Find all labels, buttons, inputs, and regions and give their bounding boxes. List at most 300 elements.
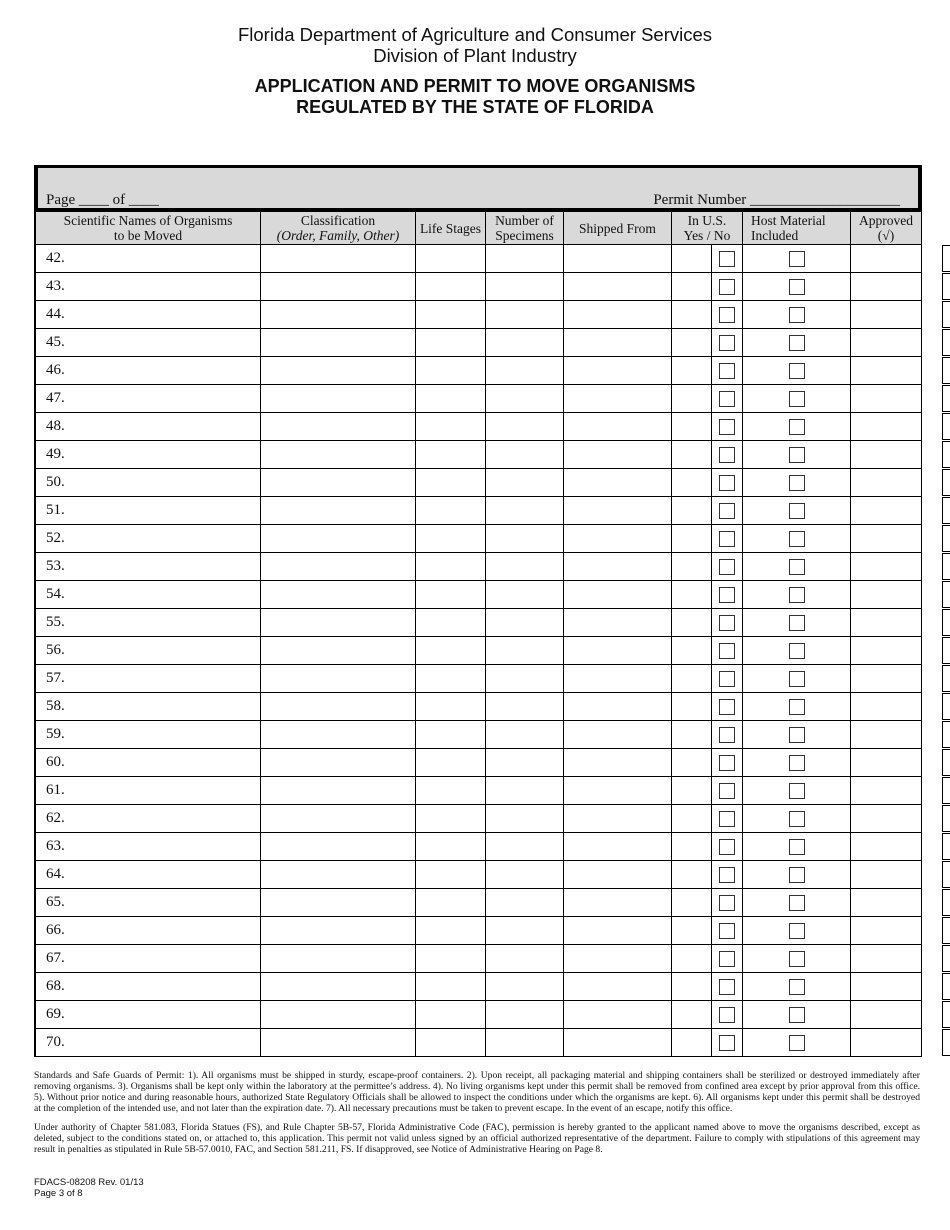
in-us-no-cell (743, 637, 851, 665)
specimens-cell[interactable] (564, 805, 672, 833)
scientific-name-cell[interactable] (261, 889, 416, 917)
scientific-name-cell[interactable] (261, 721, 416, 749)
scientific-name-cell[interactable] (261, 973, 416, 1001)
scientific-name-cell[interactable] (261, 833, 416, 861)
in-us-no-checkbox[interactable] (789, 475, 805, 491)
in-us-no-cell (743, 385, 851, 413)
table-row (36, 805, 922, 833)
in-us-no-checkbox[interactable] (789, 419, 805, 435)
row-number: 65. (36, 889, 261, 917)
specimens-cell[interactable] (564, 245, 672, 273)
in-us-yes-checkbox[interactable] (719, 251, 735, 267)
life-stages-cell[interactable] (486, 749, 564, 777)
specimens-cell[interactable] (564, 581, 672, 609)
classification-cell[interactable] (416, 469, 486, 497)
specimens-cell[interactable] (564, 637, 672, 665)
approved-checkbox[interactable] (942, 441, 950, 468)
approved-checkbox[interactable] (942, 693, 950, 720)
host-material-cell[interactable] (851, 553, 922, 581)
organism-table-frame (34, 165, 922, 1057)
classification-cell[interactable] (416, 385, 486, 413)
in-us-no-checkbox[interactable] (789, 1007, 805, 1023)
in-us-no-checkbox[interactable] (789, 867, 805, 883)
life-stages-cell[interactable] (486, 721, 564, 749)
approved-checkbox[interactable] (942, 245, 950, 272)
in-us-yes-checkbox[interactable] (719, 839, 735, 855)
in-us-yes-checkbox[interactable] (719, 671, 735, 687)
host-material-cell[interactable] (851, 385, 922, 413)
specimens-cell[interactable] (564, 749, 672, 777)
in-us-no-checkbox[interactable] (789, 559, 805, 575)
life-stages-cell[interactable] (486, 917, 564, 945)
classification-cell[interactable] (416, 805, 486, 833)
life-stages-cell[interactable] (486, 301, 564, 329)
shipped-from-cell[interactable] (672, 917, 712, 945)
approved-checkbox[interactable] (942, 973, 950, 1000)
in-us-no-cell (743, 525, 851, 553)
in-us-no-checkbox[interactable] (789, 307, 805, 323)
in-us-yes-checkbox[interactable] (719, 1035, 735, 1051)
authority-text: Under authority of Chapter 581.083, Florida Statues (FS), and Rule Chapter 5B-57, Florida Administrative Code (FAC), permission is hereby granted to the applicant named above to move the organisms described, except as deleted, subject to the conditions stated on, or attached to, this application. This permit not valid unless signed by an official authorized representative of the department. Failure to comply with stipulations of this agreement may result in penalties as stipulated in Rule 5B-57.0010, FAC, and Section 581.211, FS. If disapproved, see Notice of Administrative Hearing on Page 8. (34, 1122, 920, 1155)
scientific-name-cell[interactable] (261, 441, 416, 469)
in-us-yes-checkbox[interactable] (719, 335, 735, 351)
in-us-no-checkbox[interactable] (789, 671, 805, 687)
classification-cell[interactable] (416, 973, 486, 1001)
host-material-cell[interactable] (851, 581, 922, 609)
in-us-yes-checkbox[interactable] (719, 951, 735, 967)
scientific-name-cell[interactable] (261, 1001, 416, 1029)
permit-number-field[interactable]: Permit Number ____________________ (653, 192, 900, 208)
in-us-no-cell (743, 609, 851, 637)
scientific-name-cell[interactable] (261, 469, 416, 497)
classification-cell[interactable] (416, 497, 486, 525)
approved-checkbox[interactable] (942, 553, 950, 580)
specimens-cell[interactable] (564, 525, 672, 553)
in-us-no-cell (743, 413, 851, 441)
shipped-from-cell[interactable] (672, 945, 712, 973)
shipped-from-cell[interactable] (672, 245, 712, 273)
host-material-cell[interactable] (851, 749, 922, 777)
classification-cell[interactable] (416, 833, 486, 861)
in-us-yes-cell (712, 973, 743, 1001)
shipped-from-cell[interactable] (672, 889, 712, 917)
classification-cell[interactable] (416, 693, 486, 721)
in-us-no-checkbox[interactable] (789, 811, 805, 827)
shipped-from-cell[interactable] (672, 385, 712, 413)
life-stages-cell[interactable] (486, 693, 564, 721)
classification-cell[interactable] (416, 1001, 486, 1029)
life-stages-cell[interactable] (486, 945, 564, 973)
in-us-no-checkbox[interactable] (789, 895, 805, 911)
shipped-from-cell[interactable] (672, 973, 712, 1001)
specimens-cell[interactable] (564, 833, 672, 861)
life-stages-cell[interactable] (486, 357, 564, 385)
in-us-yes-checkbox[interactable] (719, 363, 735, 379)
approved-checkbox[interactable] (942, 581, 950, 608)
in-us-no-checkbox[interactable] (789, 923, 805, 939)
scientific-name-cell[interactable] (261, 357, 416, 385)
life-stages-cell[interactable] (486, 609, 564, 637)
classification-cell[interactable] (416, 749, 486, 777)
classification-cell[interactable] (416, 665, 486, 693)
in-us-yes-cell (712, 385, 743, 413)
in-us-yes-checkbox[interactable] (719, 699, 735, 715)
scientific-name-cell[interactable] (261, 861, 416, 889)
life-stages-cell[interactable] (486, 833, 564, 861)
specimens-cell[interactable] (564, 553, 672, 581)
classification-cell[interactable] (416, 637, 486, 665)
table-row (36, 301, 922, 329)
page-of-field[interactable]: Page ____ of ____ (46, 192, 159, 208)
classification-cell[interactable] (416, 721, 486, 749)
page-permit-bar (35, 165, 921, 211)
life-stages-cell[interactable] (486, 245, 564, 273)
table-row (36, 357, 922, 385)
approved-checkbox[interactable] (942, 385, 950, 412)
table-row (36, 1029, 922, 1057)
approved-checkbox[interactable] (942, 637, 950, 664)
host-material-cell[interactable] (851, 833, 922, 861)
in-us-no-checkbox[interactable] (789, 615, 805, 631)
specimens-cell[interactable] (564, 721, 672, 749)
classification-cell[interactable] (416, 245, 486, 273)
scientific-name-cell[interactable] (261, 749, 416, 777)
approved-checkbox[interactable] (942, 609, 950, 636)
in-us-no-checkbox[interactable] (789, 979, 805, 995)
specimens-cell[interactable] (564, 945, 672, 973)
in-us-yes-cell (712, 665, 743, 693)
life-stages-cell[interactable] (486, 889, 564, 917)
in-us-yes-checkbox[interactable] (719, 755, 735, 771)
life-stages-cell[interactable] (486, 553, 564, 581)
specimens-cell[interactable] (564, 861, 672, 889)
specimens-cell[interactable] (564, 329, 672, 357)
shipped-from-cell[interactable] (672, 609, 712, 637)
shipped-from-cell[interactable] (672, 441, 712, 469)
specimens-cell[interactable] (564, 665, 672, 693)
specimens-cell[interactable] (564, 1029, 672, 1057)
in-us-no-checkbox[interactable] (789, 727, 805, 743)
col-scientific-names: Scientific Names of Organisms to be Moved (36, 212, 261, 245)
approved-checkbox[interactable] (942, 805, 950, 832)
host-material-cell[interactable] (851, 497, 922, 525)
scientific-name-cell[interactable] (261, 329, 416, 357)
specimens-cell[interactable] (564, 777, 672, 805)
host-material-cell[interactable] (851, 609, 922, 637)
shipped-from-cell[interactable] (672, 413, 712, 441)
shipped-from-cell[interactable] (672, 301, 712, 329)
in-us-no-checkbox[interactable] (789, 755, 805, 771)
scientific-name-cell[interactable] (261, 581, 416, 609)
life-stages-cell[interactable] (486, 1029, 564, 1057)
in-us-yes-cell (712, 805, 743, 833)
shipped-from-cell[interactable] (672, 833, 712, 861)
classification-cell[interactable] (416, 861, 486, 889)
classification-cell[interactable] (416, 1029, 486, 1057)
in-us-yes-checkbox[interactable] (719, 531, 735, 547)
classification-cell[interactable] (416, 889, 486, 917)
specimens-cell[interactable] (564, 469, 672, 497)
scientific-name-cell[interactable] (261, 385, 416, 413)
specimens-cell[interactable] (564, 609, 672, 637)
life-stages-cell[interactable] (486, 385, 564, 413)
shipped-from-cell[interactable] (672, 357, 712, 385)
approved-checkbox[interactable] (942, 917, 950, 944)
row-number: 53. (36, 553, 261, 581)
life-stages-cell[interactable] (486, 805, 564, 833)
in-us-no-checkbox[interactable] (789, 391, 805, 407)
approved-checkbox[interactable] (942, 1001, 950, 1028)
scientific-name-cell[interactable] (261, 273, 416, 301)
specimens-cell[interactable] (564, 413, 672, 441)
in-us-yes-checkbox[interactable] (719, 615, 735, 631)
in-us-no-checkbox[interactable] (789, 447, 805, 463)
row-number: 42. (36, 245, 261, 273)
life-stages-cell[interactable] (486, 973, 564, 1001)
row-number: 62. (36, 805, 261, 833)
life-stages-cell[interactable] (486, 1001, 564, 1029)
specimens-cell[interactable] (564, 973, 672, 1001)
scientific-name-cell[interactable] (261, 525, 416, 553)
shipped-from-cell[interactable] (672, 1029, 712, 1057)
table-row (36, 413, 922, 441)
approved-checkbox[interactable] (942, 945, 950, 972)
approved-checkbox[interactable] (942, 889, 950, 916)
row-number: 51. (36, 497, 261, 525)
host-material-cell[interactable] (851, 693, 922, 721)
scientific-name-cell[interactable] (261, 609, 416, 637)
host-material-cell[interactable] (851, 945, 922, 973)
host-material-cell[interactable] (851, 301, 922, 329)
in-us-no-checkbox[interactable] (789, 363, 805, 379)
specimens-cell[interactable] (564, 357, 672, 385)
host-material-cell[interactable] (851, 1029, 922, 1057)
shipped-from-cell[interactable] (672, 525, 712, 553)
in-us-yes-checkbox[interactable] (719, 979, 735, 995)
host-material-cell[interactable] (851, 721, 922, 749)
classification-cell[interactable] (416, 917, 486, 945)
shipped-from-cell[interactable] (672, 777, 712, 805)
in-us-yes-checkbox[interactable] (719, 811, 735, 827)
in-us-yes-cell (712, 721, 743, 749)
host-material-cell[interactable] (851, 469, 922, 497)
classification-cell[interactable] (416, 301, 486, 329)
classification-cell[interactable] (416, 273, 486, 301)
classification-cell[interactable] (416, 553, 486, 581)
specimens-cell[interactable] (564, 497, 672, 525)
in-us-no-checkbox[interactable] (789, 1035, 805, 1051)
in-us-yes-checkbox[interactable] (719, 279, 735, 295)
host-material-cell[interactable] (851, 329, 922, 357)
scientific-name-cell[interactable] (261, 945, 416, 973)
classification-cell[interactable] (416, 945, 486, 973)
shipped-from-cell[interactable] (672, 581, 712, 609)
approved-checkbox[interactable] (942, 301, 950, 328)
shipped-from-cell[interactable] (672, 273, 712, 301)
classification-cell[interactable] (416, 609, 486, 637)
classification-cell[interactable] (416, 413, 486, 441)
in-us-yes-checkbox[interactable] (719, 307, 735, 323)
in-us-no-checkbox[interactable] (789, 587, 805, 603)
host-material-cell[interactable] (851, 889, 922, 917)
in-us-no-cell (743, 665, 851, 693)
approved-checkbox[interactable] (942, 413, 950, 440)
life-stages-cell[interactable] (486, 273, 564, 301)
scientific-name-cell[interactable] (261, 245, 416, 273)
approved-checkbox[interactable] (942, 525, 950, 552)
life-stages-cell[interactable] (486, 861, 564, 889)
table-row (36, 245, 922, 273)
in-us-no-checkbox[interactable] (789, 503, 805, 519)
host-material-cell[interactable] (851, 861, 922, 889)
approved-checkbox[interactable] (942, 721, 950, 748)
approved-checkbox[interactable] (942, 665, 950, 692)
approved-checkbox[interactable] (942, 357, 950, 384)
scientific-name-cell[interactable] (261, 917, 416, 945)
life-stages-cell[interactable] (486, 469, 564, 497)
host-material-cell[interactable] (851, 805, 922, 833)
specimens-cell[interactable] (564, 693, 672, 721)
specimens-cell[interactable] (564, 385, 672, 413)
row-number: 69. (36, 1001, 261, 1029)
in-us-no-checkbox[interactable] (789, 251, 805, 267)
in-us-no-checkbox[interactable] (789, 951, 805, 967)
in-us-no-checkbox[interactable] (789, 531, 805, 547)
in-us-yes-checkbox[interactable] (719, 503, 735, 519)
host-material-cell[interactable] (851, 1001, 922, 1029)
host-material-cell[interactable] (851, 973, 922, 1001)
life-stages-cell[interactable] (486, 441, 564, 469)
scientific-name-cell[interactable] (261, 1029, 416, 1057)
specimens-cell[interactable] (564, 441, 672, 469)
approved-checkbox[interactable] (942, 777, 950, 804)
life-stages-cell[interactable] (486, 777, 564, 805)
life-stages-cell[interactable] (486, 329, 564, 357)
shipped-from-cell[interactable] (672, 497, 712, 525)
shipped-from-cell[interactable] (672, 637, 712, 665)
host-material-cell[interactable] (851, 357, 922, 385)
approved-checkbox[interactable] (942, 833, 950, 860)
table-row (36, 329, 922, 357)
approved-checkbox[interactable] (942, 749, 950, 776)
in-us-yes-checkbox[interactable] (719, 475, 735, 491)
specimens-cell[interactable] (564, 273, 672, 301)
table-row (36, 1001, 922, 1029)
shipped-from-cell[interactable] (672, 469, 712, 497)
host-material-cell[interactable] (851, 245, 922, 273)
in-us-no-checkbox[interactable] (789, 643, 805, 659)
in-us-no-cell (743, 357, 851, 385)
classification-cell[interactable] (416, 329, 486, 357)
approved-checkbox[interactable] (942, 469, 950, 496)
in-us-yes-checkbox[interactable] (719, 727, 735, 743)
shipped-from-cell[interactable] (672, 805, 712, 833)
in-us-yes-checkbox[interactable] (719, 559, 735, 575)
in-us-yes-checkbox[interactable] (719, 1007, 735, 1023)
scientific-name-cell[interactable] (261, 665, 416, 693)
in-us-no-checkbox[interactable] (789, 839, 805, 855)
shipped-from-cell[interactable] (672, 693, 712, 721)
in-us-yes-cell (712, 609, 743, 637)
classification-cell[interactable] (416, 357, 486, 385)
shipped-from-cell[interactable] (672, 861, 712, 889)
in-us-no-checkbox[interactable] (789, 279, 805, 295)
approved-checkbox[interactable] (942, 329, 950, 356)
scientific-name-cell[interactable] (261, 805, 416, 833)
life-stages-cell[interactable] (486, 413, 564, 441)
approved-checkbox[interactable] (942, 1029, 950, 1056)
in-us-yes-checkbox[interactable] (719, 587, 735, 603)
in-us-yes-checkbox[interactable] (719, 391, 735, 407)
specimens-cell[interactable] (564, 301, 672, 329)
classification-cell[interactable] (416, 525, 486, 553)
shipped-from-cell[interactable] (672, 665, 712, 693)
life-stages-cell[interactable] (486, 637, 564, 665)
life-stages-cell[interactable] (486, 525, 564, 553)
in-us-no-checkbox[interactable] (789, 783, 805, 799)
specimens-cell[interactable] (564, 1001, 672, 1029)
approved-checkbox[interactable] (942, 273, 950, 300)
host-material-cell[interactable] (851, 441, 922, 469)
in-us-yes-checkbox[interactable] (719, 867, 735, 883)
approved-checkbox[interactable] (942, 861, 950, 888)
host-material-cell[interactable] (851, 273, 922, 301)
table-row (36, 441, 922, 469)
scientific-name-cell[interactable] (261, 553, 416, 581)
host-material-cell[interactable] (851, 917, 922, 945)
life-stages-cell[interactable] (486, 581, 564, 609)
classification-cell[interactable] (416, 441, 486, 469)
shipped-from-cell[interactable] (672, 749, 712, 777)
shipped-from-cell[interactable] (672, 553, 712, 581)
scientific-name-cell[interactable] (261, 777, 416, 805)
shipped-from-cell[interactable] (672, 329, 712, 357)
row-number: 59. (36, 721, 261, 749)
host-material-cell[interactable] (851, 637, 922, 665)
host-material-cell[interactable] (851, 413, 922, 441)
in-us-no-checkbox[interactable] (789, 699, 805, 715)
shipped-from-cell[interactable] (672, 721, 712, 749)
classification-cell[interactable] (416, 581, 486, 609)
specimens-cell[interactable] (564, 889, 672, 917)
in-us-yes-checkbox[interactable] (719, 643, 735, 659)
scientific-name-cell[interactable] (261, 497, 416, 525)
scientific-name-cell[interactable] (261, 301, 416, 329)
shipped-from-cell[interactable] (672, 1001, 712, 1029)
table-row (36, 469, 922, 497)
specimens-cell[interactable] (564, 917, 672, 945)
in-us-yes-checkbox[interactable] (719, 895, 735, 911)
classification-cell[interactable] (416, 777, 486, 805)
host-material-cell[interactable] (851, 525, 922, 553)
table-row (36, 973, 922, 1001)
organisms-table (35, 211, 922, 1057)
scientific-name-cell[interactable] (261, 637, 416, 665)
in-us-yes-checkbox[interactable] (719, 783, 735, 799)
in-us-yes-checkbox[interactable] (719, 447, 735, 463)
row-number: 70. (36, 1029, 261, 1057)
in-us-no-checkbox[interactable] (789, 335, 805, 351)
scientific-name-cell[interactable] (261, 693, 416, 721)
approved-checkbox[interactable] (942, 497, 950, 524)
host-material-cell[interactable] (851, 665, 922, 693)
host-material-cell[interactable] (851, 777, 922, 805)
in-us-yes-checkbox[interactable] (719, 923, 735, 939)
scientific-name-cell[interactable] (261, 413, 416, 441)
life-stages-cell[interactable] (486, 497, 564, 525)
in-us-yes-checkbox[interactable] (719, 419, 735, 435)
life-stages-cell[interactable] (486, 665, 564, 693)
